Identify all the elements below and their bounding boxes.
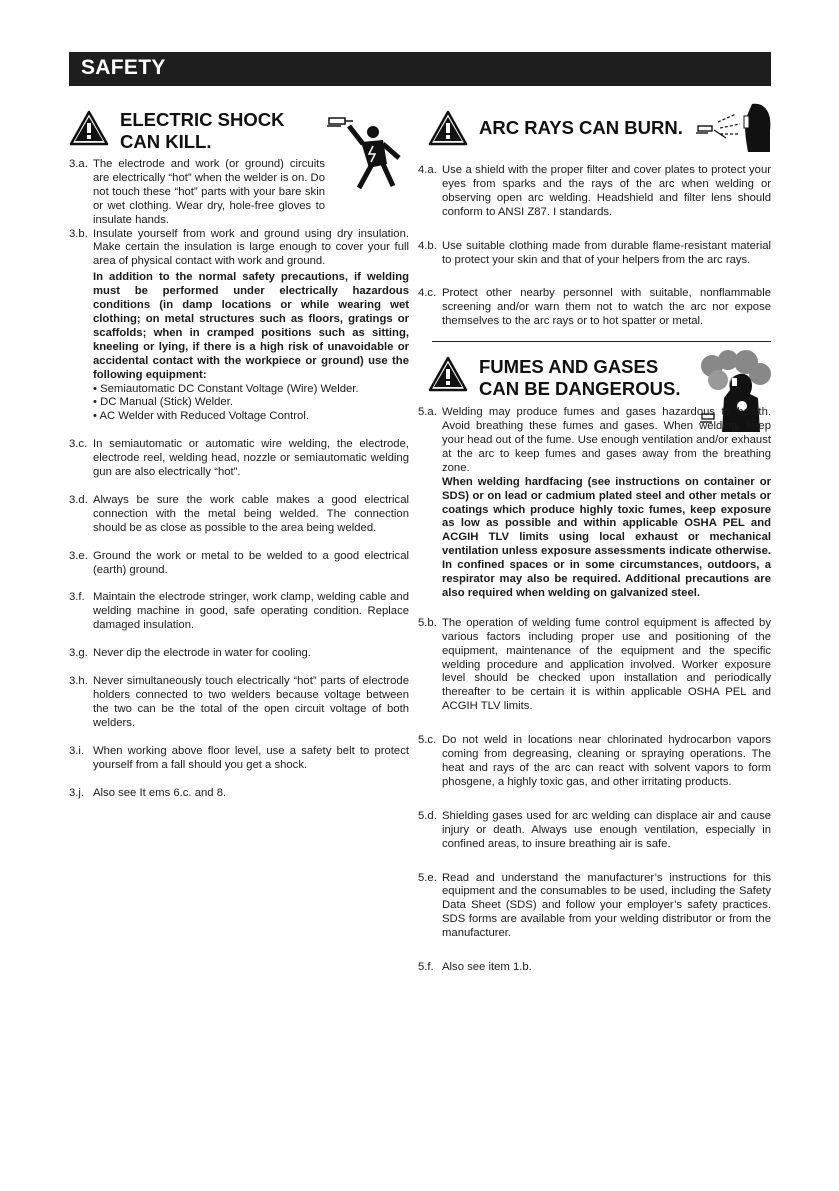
item-3d xyxy=(69,494,409,536)
item-text: Ground the work or metal to be welded to a good electrical (earth) ground. xyxy=(93,549,409,576)
fumes-header xyxy=(418,350,771,406)
item-number: 5.a. xyxy=(418,406,437,419)
item-5d xyxy=(418,810,771,852)
item-number: 3.h. xyxy=(69,675,88,688)
arc-rays-title: ARC RAYS CAN BURN. xyxy=(479,117,683,138)
electric-shock-header xyxy=(69,100,409,158)
fumes-title-line1: FUMES AND GASES xyxy=(479,356,659,378)
bullet-item: • AC Welder with Reduced Voltage Control. xyxy=(93,410,309,423)
item-text: Welding may produce fumes and gases hazardous to health. Avoid breathing these fumes and gases. When welding, keep your head out of the fume. Use enough ventilation and/or exhaust at the arc to keep fumes and gases away from the breathing zone. xyxy=(442,406,771,474)
electric-shock-section xyxy=(69,100,409,800)
item-text: Use a shield with the proper filter and cover plates to protect your eyes from sparks and the rays of the arc when welding or observing open arc welding. Headshield and filter lens should conform to ANSI Z87. I standards. xyxy=(442,164,771,218)
item-5f xyxy=(418,961,771,975)
item-text: Maintain the electrode stringer, work clamp, welding cable and welding machine in good, safe operating condition. Replace damaged insulation. xyxy=(93,591,409,632)
item-text: Insulate yourself from work and ground using dry insulation. Make certain the insulation is large enough to cover your full area of physical contact with work and ground. xyxy=(93,227,409,268)
warning-triangle-icon xyxy=(69,110,109,146)
item-3i xyxy=(69,745,409,773)
item-text: Use suitable clothing made from durable flame-resistant material to protect your skin and that of your helpers from the arc rays. xyxy=(442,239,771,266)
item-text: Never dip the electrode in water for cooling. xyxy=(93,647,311,660)
item-number: 3.a. xyxy=(69,158,88,170)
item-text: Also see item 1.b. xyxy=(442,961,532,974)
electric-shock-title-line1: ELECTRIC SHOCK xyxy=(120,109,285,130)
item-3j xyxy=(69,787,409,801)
item-number: 4.b. xyxy=(418,239,437,252)
bullet-item: • DC Manual (Stick) Welder. xyxy=(93,396,233,409)
item-4a xyxy=(418,164,771,220)
electric-shock-title-line2: CAN KILL. xyxy=(120,131,212,152)
item-number: 3.c. xyxy=(69,438,88,451)
item-5c xyxy=(418,734,771,790)
item-number: 3.f. xyxy=(69,591,85,604)
item-bold-text: When welding hardfacing (see instructions on container or SDS) or on lead or cadmium plated steel and other metals or coatings which produce highly toxic fumes, keep exposure as low as possible and within applicable OSHA PEL and ACGIH TLV limits using local exhaust or mechanical ventilation unless exposure assessments indicate otherwise. In confined spaces or in some circumstances, outdoors, a respirator may also be required. Additional precautions are also required when welding on galvanized steel. xyxy=(442,475,771,599)
bullet-item: • Semiautomatic DC Constant Voltage (Wire) Welder. xyxy=(93,382,359,395)
item-number: 5.b. xyxy=(418,616,437,629)
item-number: 3.d. xyxy=(69,493,88,506)
item-bold-text: In addition to the normal safety precautions, if welding must be performed under electrically hazardous conditions (in damp locations or while wearing wet clothing; on metal structures such as floors, gratings or scaffolds; when in cramped positions such as sitting, kneeling or lying, if there is a high risk of unavoidable or accidental contact with the workpiece or ground) use the following equipment: xyxy=(93,271,409,381)
item-number: 3.g. xyxy=(69,647,88,660)
right-column xyxy=(418,100,771,975)
item-4b xyxy=(418,240,771,268)
warning-triangle-icon xyxy=(428,356,468,392)
item-3e xyxy=(69,550,409,578)
safety-banner xyxy=(69,52,771,86)
item-5e xyxy=(418,872,771,942)
item-number: 3.j. xyxy=(69,786,85,799)
item-number: 5.d. xyxy=(418,809,437,822)
item-5a xyxy=(418,406,771,601)
item-text: The electrode and work (or ground) circuits are electrically “hot” when the welder is on. Do not touch these “hot” parts with your bare skin or wet clothing. Wear dry, hole-free gloves to insulate hands. xyxy=(93,158,325,226)
item-number: 3.i. xyxy=(69,744,85,757)
item-text: Read and understand the manufacturer’s instructions for this equipment and the consumables to be used, including the Safety Data Sheet (SDS) and follow your employer’s safety practices. SDS forms are available from your welding distributor or from the manufacturer. xyxy=(442,871,771,940)
item-text: Always be sure the work cable makes a good electrical connection with the metal being welded. The connection should be as close as possible to the area being welded. xyxy=(93,493,409,534)
item-number: 5.e. xyxy=(418,871,437,884)
item-3f xyxy=(69,591,409,633)
item-text: When working above floor level, use a safety belt to protect yourself from a fall should you get a shock. xyxy=(93,744,409,771)
item-text: The operation of welding fume control equipment is affected by various factors including proper use and positioning of the equipment, maintenance of the equipment and the specific welding procedure and application involved. Worker exposure level should be checked upon installation and periodically thereafter to be certain it is within applicable OSHA PEL and ACGIH TLV limits. xyxy=(442,616,771,713)
item-3h xyxy=(69,675,409,731)
arc-rays-welder-icon xyxy=(696,100,772,154)
item-text: Never simultaneously touch electrically “hot” parts of electrode holders connected to two welders because voltage between the two can be the total of the open circuit voltage of both welders. xyxy=(93,675,409,729)
item-number: 3.b. xyxy=(69,227,88,240)
warning-triangle-icon xyxy=(428,110,468,146)
item-3c xyxy=(69,438,409,480)
item-text: Shielding gases used for arc welding can displace air and cause injury or death. Always use enough ventilation, especially in confined areas, to insure breathing air is safe. xyxy=(442,809,771,850)
item-3b xyxy=(69,228,409,383)
item-4c xyxy=(418,287,771,329)
item-number: 5.f. xyxy=(418,961,434,974)
section-divider xyxy=(432,341,771,342)
item-number: 4.c. xyxy=(418,287,437,300)
item-text: Do not weld in locations near chlorinated hydrocarbon vapors coming from degreasing, cleaning or spraying operations. The heat and rays of the arc can react with solvent vapors to form phosgene, a highly toxic gas, and other irritating products. xyxy=(442,734,771,788)
item-number: 5.c. xyxy=(418,734,437,747)
item-5b xyxy=(418,617,771,714)
fumes-title-line2: CAN BE DANGEROUS. xyxy=(479,378,681,400)
item-number: 3.e. xyxy=(69,549,88,562)
item-text: Also see It ems 6.c. and 8. xyxy=(93,786,227,799)
item-text: In semiautomatic or automatic wire welding, the electrode, electrode reel, welding head, nozzle or semiautomatic welding gun are also electrically “hot”. xyxy=(93,438,409,479)
item-3g xyxy=(69,647,409,661)
arc-rays-header xyxy=(418,100,771,164)
item-3a xyxy=(69,158,409,228)
item-text: Protect other nearby personnel with suitable, nonflammable screening and/or warn them not to watch the arc nor expose themselves to the arc rays or to hot spatter or metal. xyxy=(442,287,771,328)
page-title: SAFETY xyxy=(81,56,166,79)
item-number: 4.a. xyxy=(418,164,437,176)
